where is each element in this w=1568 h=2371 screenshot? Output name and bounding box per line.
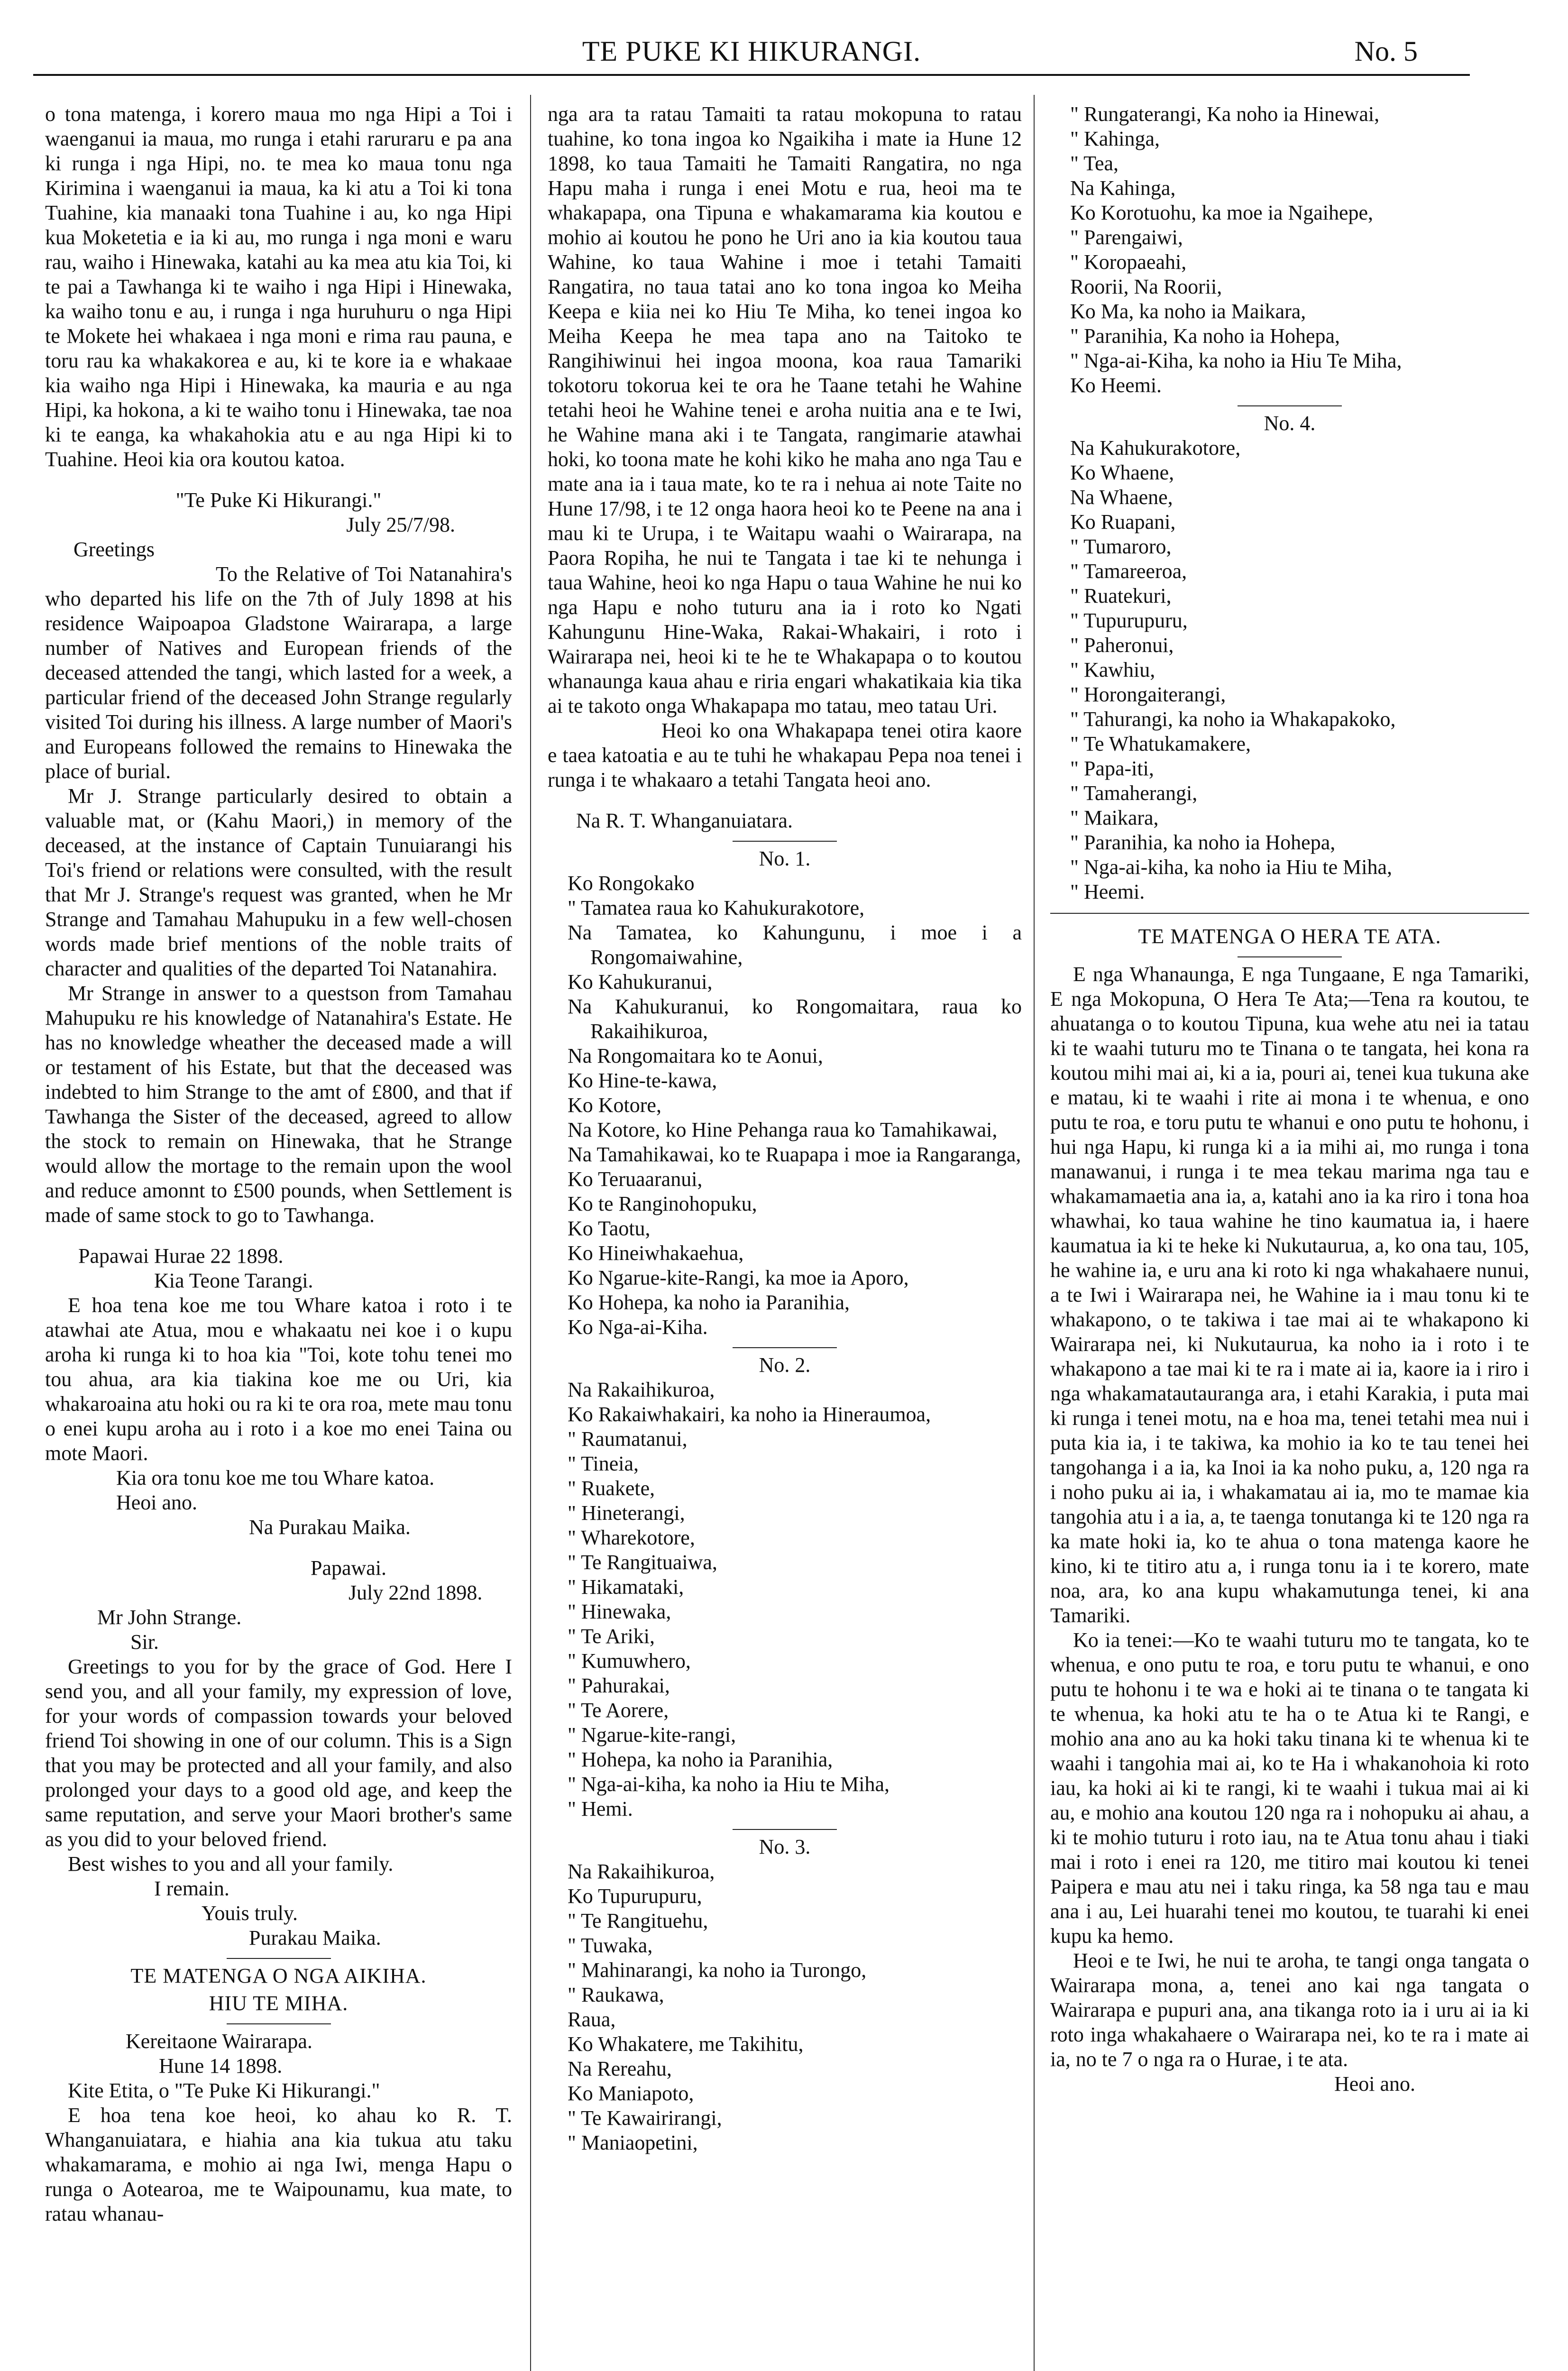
genealogy-entry: Ko Rongokako <box>568 872 695 895</box>
genealogy-entry: Na Rereahu, <box>568 2057 672 2080</box>
article-paragraph: o tona matenga, i korero maua mo nga Hipi a Toi i waenganui ia maua, mo runga i etahi raruraru e pa ana ki runga i nga Hipi, no. te mea ko maua tonu nga Kirimina i waenganui ia maua, ka ki atu a Toi ki tona Tuahine, kia manaaki tona Tuahine i au, ko nga Hipi kua Moketetia e ia ki au, mo runga i nga moni e waru rau, waiho i Hinewaka, katahi au ka mea atu kia Toi, ki te pai a Tawhanga ki te waiho i nga Hipi i Hinewaka, ka waiho tonu e au, i runga i nga huruhuru o nga Hipi te Mokete hei whakaea i nga moni e rima rau pauna, e toru rau ka whakakorea e au, ki te kore ia e whakaae kia waiho nga Hipi i Hinewaka, ka mauria e au nga Hipi, ka hokona, a ki te waiho tonu i Hinewaka, tae noa ki te eanga, ka whakahokia atu e au nga Hipi ki to Tuahine. Heoi kia ora koutou katoa. <box>45 102 512 471</box>
header-rule <box>33 74 1470 76</box>
genealogy-entry: " Tahurangi, ka noho ia Whakapakoko, <box>1070 708 1396 731</box>
letter-salutation: Kia Teone Tarangi. <box>154 1269 313 1292</box>
genealogy-entry: " Paranihia, ka noho ia Hohepa, <box>1070 831 1336 854</box>
genealogy-entry: " Paheronui, <box>1070 634 1174 657</box>
author-signature: Na R. T. Whanganuiatara. <box>576 809 793 832</box>
genealogy-number: No. 3. <box>759 1835 811 1858</box>
genealogy-entry: Raua, <box>568 2008 616 2031</box>
genealogy-entry: " Tamatea raua ko Kahukurakotore, <box>568 896 865 919</box>
genealogy-entry: " Ruatekuri, <box>1070 584 1172 607</box>
genealogy-entry: " Hikamataki, <box>568 1575 684 1599</box>
letter-closing: I remain. <box>154 1877 229 1900</box>
genealogy-entry: " Hemi. <box>568 1797 633 1820</box>
letter-recipient: Mr John Strange. <box>97 1606 242 1629</box>
genealogy-entry: " Maniaopetini, <box>568 2131 698 2154</box>
genealogy-entry: Ko Korotuohu, ka moe ia Ngaihepe, <box>1070 201 1374 224</box>
genealogy-number: No. 1. <box>759 847 811 870</box>
letter-closing: Best wishes to you and all your family. <box>68 1852 394 1875</box>
genealogy-entry: Na Kahukuranui, ko Rongomaitara, raua ko Rakaihikuroa, <box>568 995 1022 1043</box>
genealogy-entry: Ko Tupurupuru, <box>568 1884 702 1908</box>
page-header <box>33 33 1470 77</box>
genealogy-entry: " Tuwaka, <box>568 1934 653 1957</box>
genealogy-entry: Na Rakaihikuroa, <box>568 1860 715 1883</box>
genealogy-entry: " Tamareeroa, <box>1070 560 1187 583</box>
column-divider <box>1034 95 1035 2371</box>
genealogy-entry: " Mahinarangi, ka noho ia Turongo, <box>568 1958 867 1982</box>
section-rule <box>1050 913 1529 914</box>
genealogy-entry: " Tineia, <box>568 1452 639 1475</box>
genealogy-entry: Ko Rakaiwhakairi, ka noho ia Hineraumoa, <box>568 1403 931 1426</box>
genealogy-entry: " Paranihia, Ka noho ia Hohepa, <box>1070 324 1340 348</box>
genealogy-entry: Na Kotore, ko Hine Pehanga raua ko Tamahikawai, <box>568 1118 998 1141</box>
genealogy-entry: Ko Teruaaranui, <box>568 1167 703 1191</box>
article-paragraph: Mr Strange in answer to a questson from Tamahau Mahupuku re his knowledge of Natanahira's Estate. He has no knowledge wheather the deceased made a will or testament of his Estate, but that the deceased was indebted to him Strange to the amt of £800, and that if Tawhanga the Sister of the deceased, agreed to allow the stock to remain on Hinewaka, that he Strange would allow the mortage to the remain upon the wool and reduce amonnt to £500 pounds, when Settlement is made of same stock to go to Tawhanga. <box>45 982 512 1227</box>
genealogy-entry: Roorii, Na Roorii, <box>1070 275 1222 298</box>
genealogy-entry: Ko Maniapoto, <box>568 2082 694 2105</box>
genealogy-entry: Ko Whaene, <box>1070 461 1174 484</box>
genealogy-entry: " Tamaherangi, <box>1070 781 1198 805</box>
column-divider <box>530 95 531 2371</box>
section-rule <box>733 841 837 842</box>
letter-date: Hune 14 1898. <box>159 2054 283 2077</box>
genealogy-entry: " Papa-iti, <box>1070 757 1154 780</box>
genealogy-entry: Ko Ngarue-kite-Rangi, ka moe ia Aporo, <box>568 1266 909 1289</box>
genealogy-entry: " Raumatanui, <box>568 1427 688 1451</box>
genealogy-entry: " Te Whatukamakere, <box>1070 732 1251 755</box>
genealogy-list-continued <box>1050 102 1529 398</box>
letter-salutation: Sir. <box>130 1630 159 1654</box>
article-paragraph: Heoi ko ona Whakapapa tenei otira kaore e taea katoatia e au te tuhi he whakapau Pepa noa tenei i runga i te whakaaro a tetahi Tangata heoi ano. <box>548 719 1022 791</box>
genealogy-entry: Na Tamatea, ko Kahungunu, i moe i a Rongomaiwahine, <box>568 921 1022 969</box>
section-rule <box>227 2023 331 2024</box>
genealogy-entry: Na Kahinga, <box>1070 176 1176 200</box>
genealogy-entry: Na Kahukurakotore, <box>1070 436 1241 459</box>
genealogy-entry: " Tupurupuru, <box>1070 609 1188 632</box>
section-rule <box>227 1958 331 1959</box>
greeting: Greetings <box>73 538 155 561</box>
section-heading: TE MATENGA O HERA TE ATA. <box>1138 925 1441 948</box>
genealogy-entry: " Kawhiu, <box>1070 658 1155 681</box>
genealogy-entry: " Nga-ai-Kiha, ka noho ia Hiu Te Miha, <box>1070 349 1402 372</box>
genealogy-entry: " Ngarue-kite-rangi, <box>568 1723 736 1746</box>
letter-salutation: Kite Etita, o "Te Puke Ki Hikurangi." <box>68 2079 380 2102</box>
section-rule <box>733 1829 837 1830</box>
genealogy-entry: " Horongaiterangi, <box>1070 683 1226 706</box>
section-rule <box>1238 405 1342 406</box>
genealogy-entry: " Pahurakai, <box>568 1674 670 1697</box>
section-heading: TE MATENGA O NGA AIKIHA. <box>130 1964 427 1987</box>
letter-place: Papawai. <box>311 1556 387 1580</box>
letter-closing: Youis truly. <box>202 1902 298 1925</box>
genealogy-entry: " Rungaterangi, Ka noho ia Hinewai, <box>1070 102 1380 126</box>
letter-signature: Purakau Maika. <box>249 1926 381 1949</box>
article-paragraph: Heoi e te Iwi, he nui te aroha, te tangi onga tangata o Wairarapa mona, a, tenei ano kai nga tangata o Wairarapa e pupuri ana, ana tikanga roto ia i uru ai ia ki roto inga whakahaere o Wairarapa nei, ko te ra i mate ai ia, no te 7 o nga ra o Hurae, i te ata. <box>1050 1949 1529 2071</box>
section-rule <box>1238 956 1342 957</box>
column-3 <box>1050 102 1529 2371</box>
genealogy-list-4 <box>1050 436 1529 904</box>
letter-date: July 22nd 1898. <box>348 1581 483 1604</box>
genealogy-entry: " Hohepa, ka noho ia Paranihia, <box>568 1748 833 1771</box>
genealogy-entry: " Koropaeahi, <box>1070 250 1187 274</box>
genealogy-entry: " Hineterangi, <box>568 1501 685 1525</box>
letter-body: Greetings to you for by the grace of God. Here I send you, and all your family, my expression of love, for your words of compassion towards your beloved friend Toi showing in one of our column. This is a Sign that you may be protected and all your family, and also prolonged your days to a good old age, and keep the same reputation, and serve your Maori brother's same as you did to your beloved friend. <box>45 1655 512 1851</box>
genealogy-entry: " Raukawa, <box>568 1983 664 2006</box>
genealogy-entry: " Te Ariki, <box>568 1625 655 1648</box>
page-number: No. 5 <box>1354 36 1418 67</box>
genealogy-entry: Na Whaene, <box>1070 486 1173 509</box>
genealogy-entry: " Heemi. <box>1070 880 1145 903</box>
column-1 <box>45 102 512 2371</box>
genealogy-entry: " Maikara, <box>1070 806 1159 829</box>
genealogy-entry: " Tumaroro, <box>1070 535 1172 558</box>
letter-signature: Na Purakau Maika. <box>249 1516 411 1539</box>
genealogy-entry: " Ruakete, <box>568 1477 655 1500</box>
letter-closing: Heoi ano. <box>116 1491 198 1514</box>
article-paragraph: Mr J. Strange particularly desired to obtain a valuable mat, or (Kahu Maori,) in memory of the deceased, at the instance of Captain Tunuiarangi his Toi's friend or relations were consulted, with the result that Mr J. Strange's request was granted, when he Mr Strange and Tamahau Mahupuku in a few well-chosen words made brief mentions of the noble traits of character and qualities of the departed Toi Natanahira. <box>45 784 512 980</box>
letter-place: Kereitaone Wairarapa. <box>126 2030 312 2053</box>
letter-body: E hoa tena koe me tou Whare katoa i roto i te atawhai ate Atua, mou e whakaatu nei koe i o kupu aroha ki runga ki to hoa kia "Toi, kote tohu tenei mo tou ahua, ara kia tiakina koe me ou Uri, kia whakaroaina atu hoki ou ra ki te ora roa, mete mau tonu o enei kupu aroha au i roto i a koe mo enei Taina ou mote Maori. <box>45 1294 512 1465</box>
genealogy-entry: Ko Ma, ka noho ia Maikara, <box>1070 300 1306 323</box>
genealogy-entry: Na Rongomaitara ko te Aonui, <box>568 1044 823 1067</box>
closing: Heoi ano. <box>1334 2072 1415 2095</box>
article-paragraph: E nga Whanaunga, E nga Tungaane, E nga Tamariki, E nga Mokopuna, O Hera Te Ata;—Tena ra koutou, te ahuatanga o to koutou Tipuna, kua wehe atu nei ia tatau ki te waahi tuturu mo te Tinana o te tangata, hei kona ra koutou mihi mai ai, ki a ia, pouri ai, tenei kua tukuna ake e matau, ki te waahi i rite ai mona i te whenua, e ono putu te roa, e toru putu te whanui e ono putu te hohonu, i hui nga Hapu, ki runga ki a ia mihi ai, mo runga i tona manawanui, i runga i te mea tekau marima nga tau e whakamamaetia ana ia, a, katahi ano ia ka riro i tona hoa whawhai, ko taua wahine he tino kaumatua ia, i haere kaumatua ia ki te heke ki Nukutaurua, a, ko ona tau, 105, he wahine ia, e uru ana ki roto ki nga whakahaere nunui, a te Iwi i Wairarapa nei, he Wahine ia i mau tonu ki te whakapono, o te takiwa i tae mai ai te whakapono ki Wairarapa nei, ki Nukutaurua, ka noho ia i roto i te whakapono a tae mai ki te ra i mate ai ia, kaore ia i riro i nga whakamatautauranga ara, i etahi Karakia, i puta mai ki runga i tenei motu, na e hoa ma, tenei tetahi mea nui i puta kia ia, i te takiwa, ka mohio ia ko te tau tenei hei tangohanga i a ia, ka Inoi ia ka noho puku, a, 120 nga ra i noho puku ai ia, i whakamatau ai ia, mo te mamae kia tangohia atu i a ia, a, te taenga tonutanga ki te 120 nga ra ka mate hoki ia, ko te ahua o tona matenga kaore he kino, ki te titiro atu a, i runga tonu ia i te korero, mate noa, ara, ko ana kupu whakamutunga tenei, ki ana Tamariki. <box>1050 963 1529 1627</box>
article-paragraph: To the Relative of Toi Natanahira's who departed his life on the 7th of July 1898 at his residence Waipoapoa Gladstone Wairarapa, a large number of Natives and European friends of the deceased attended the tangi, which lasted for a week, a particular friend of the deceased John Strange regularly visited Toi during his illness. A large number of Maori's and Europeans followed the remains to Hinewaka the place of burial. <box>45 562 512 783</box>
genealogy-entry: Ko Kahukuranui, <box>568 970 713 993</box>
genealogy-entry: Ko Hine-te-kawa, <box>568 1069 717 1092</box>
genealogy-entry: Ko Taotu, <box>568 1217 651 1240</box>
genealogy-entry: Ko Heemi. <box>1070 374 1162 397</box>
genealogy-entry: Ko Hohepa, ka noho ia Paranihia, <box>568 1291 850 1314</box>
genealogy-entry: " Nga-ai-kiha, ka noho ia Hiu te Miha, <box>1070 855 1392 879</box>
genealogy-entry: Ko Hineiwhakaehua, <box>568 1241 744 1265</box>
genealogy-entry: " Hinewaka, <box>568 1600 671 1623</box>
letter-dateline: Papawai Hurae 22 1898. <box>78 1244 284 1268</box>
column-2 <box>548 102 1022 2371</box>
genealogy-entry: " Nga-ai-kiha, ka noho ia Hiu te Miha, <box>568 1773 889 1796</box>
genealogy-entry: Na Rakaihikuroa, <box>568 1378 715 1401</box>
genealogy-entry: Ko Kotore, <box>568 1094 661 1117</box>
genealogy-entry: Ko Whakatere, me Takihitu, <box>568 2032 804 2056</box>
genealogy-entry: " Kahinga, <box>1070 127 1160 150</box>
section-heading: HIU TE MIHA. <box>209 1992 348 2015</box>
article-paragraph: Ko ia tenei:—Ko te waahi tuturu mo te tangata, ko te whenua, e ono putu te roa, e toru putu te whanui, e ono putu te hohonu i te wa e hoki ai te tinana o te tangata ki te whenua, ka hoki atu te ha o te Atua ki te Rangi, e mohio ana ano au ka hoki taku tinana ki te whenua ki te waahi i tangohia mai ai, ko te Ha i whakanohoia ki roto iau, ka hoki ai ki te rangi, ki te waahi i tukua mai ai ki au, e mohio ana koutou 120 nga ra i nohopuku ai ahau, a ki te mohio tuturu i roto iau, na te Atua tonu ahau i tiaki mai i roto i enei ra 120, me titiro mai koutou ki tenei Paipera e mau atu nei i taku ringa, ka 58 nga tau e mau ana i au, Lei huarahi tenei mo koutou, te tuarahi ki enei kupu ka hemo. <box>1050 1628 1529 1948</box>
genealogy-entry: " Wharekotore, <box>568 1526 695 1549</box>
genealogy-entry: Ko Nga-ai-Kiha. <box>568 1315 708 1339</box>
genealogy-list-1 <box>548 871 1022 1340</box>
masthead-title: TE PUKE KI HIKURANGI. <box>582 36 921 67</box>
genealogy-entry: Na Tamahikawai, ko te Ruapapa i moe ia Rangaranga, <box>568 1143 1021 1166</box>
genealogy-entry: " Te Rangituehu, <box>568 1909 708 1932</box>
genealogy-list-3 <box>548 1859 1022 2155</box>
genealogy-list-2 <box>548 1378 1022 1821</box>
genealogy-number: No. 4. <box>1264 412 1316 435</box>
genealogy-number: No. 2. <box>759 1353 811 1377</box>
letter-closing: Kia ora tonu koe me tou Whare katoa. <box>116 1466 435 1489</box>
dateline: "Te Puke Ki Hikurangi." <box>175 488 382 512</box>
genealogy-entry: Ko Ruapani, <box>1070 510 1176 533</box>
article-paragraph: nga ara ta ratau Tamaiti ta ratau mokopuna to ratau tuahine, ko tona ingoa ko Ngaikiha i mate ia Hune 12 1898, ko taua Tamaiti he Tamaiti Rangatira, no nga Hapu maha i runga i enei Motu e rua, heoi ma te whakapapa, ona Tipuna e whakamarama kia koutou e mohio ai koutou he pono he Uri ano ia kia koutou taua Wahine, ko taua Wahine i moe i tetahi Tamaiti Rangatira, no taua tatai ano ko tona ingoa ko Meiha Keepa e kiia nei ko Hiu Te Miha, ko tenei ingoa ko Meiha Keepa he mea tapa ano na Taitoko te Rangihiwinui hei ingoa moona, koa raua Tamariki tokotoru tokorua kei te ora he Taane tetahi he Wahine tetahi heoi he Wahine tenei e aroha nuitia ana e te Iwi, he Wahine mana aki i te Tangata, rangimarie atawhai hoki, ko toona mate he kohi kiko he maha ano nga Tau e mate ana ia i taua mate, ko te ra i nehua ai note Taite no Hune 17/98, i te 12 onga haora heoi ko te Peene na ana i mau ki te Urupa, i te Waitapu waahi o Wairarapa, na Paora Ropiha, he nui te Tangata i tae ki te nehunga i taua Wahine, heoi ko nga Hapu o taua Wahine he nui ko nga Hapu e noho tuturu ana ia i roto ko Ngati Kahungunu Hine-Waka, Rakai-Whakairi, i roto i Wairarapa nei, heoi ki te he te Whakapapa o to koutou whanaunga kaua ahau e riria engari whakatikaia kia tika ai te takoto onga Whakapapa mo tatau, meo tatau Uri. <box>548 102 1022 717</box>
genealogy-entry: " Kumuwhero, <box>568 1649 691 1673</box>
letter-body: E hoa tena koe heoi, ko ahau ko R. T. Whanganuiatara, e hiahia ana kia tukua atu taku whakamarama, e mohio ai nga Iwi, menga Hapu o runga o Aotearoa, me te Waipounamu, kua mate, to ratau whanau- <box>45 2104 512 2225</box>
genealogy-entry: " Tea, <box>1070 152 1119 175</box>
genealogy-entry: " Te Kawairirangi, <box>568 2106 722 2130</box>
genealogy-entry: " Parengaiwi, <box>1070 226 1183 249</box>
date: July 25/7/98. <box>346 513 455 536</box>
genealogy-entry: Ko te Ranginohopuku, <box>568 1192 757 1215</box>
genealogy-entry: " Te Aorere, <box>568 1699 669 1722</box>
section-rule <box>733 1347 837 1348</box>
genealogy-entry: " Te Rangituaiwa, <box>568 1551 717 1574</box>
